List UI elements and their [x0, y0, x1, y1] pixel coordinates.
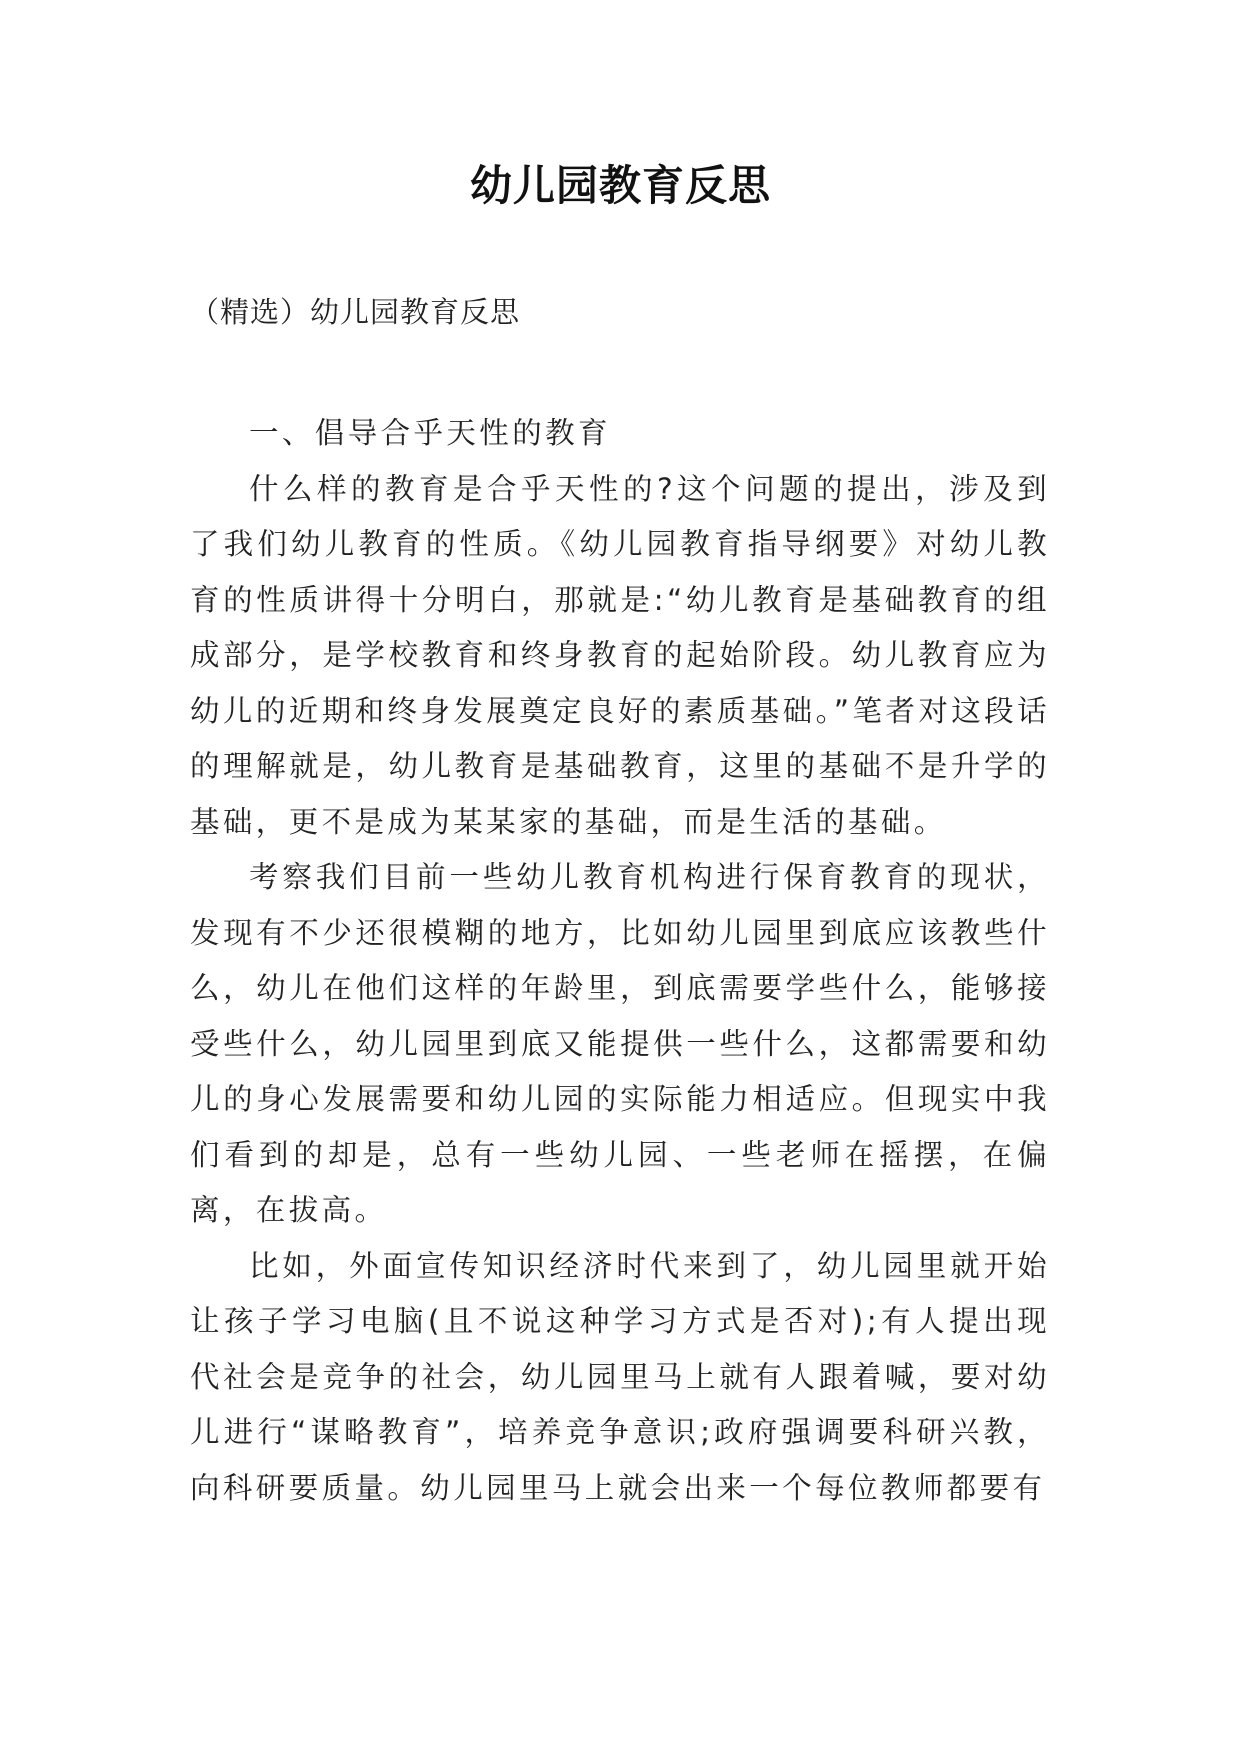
body-paragraph-2: 考察我们目前一些幼儿教育机构进行保育教育的现状，发现有不少还很模糊的地方，比如幼儿园里到底应该教些什么，幼儿在他们这样的年龄里，到底需要学些什么，能够接受些什么，幼儿园里到底又能提供一些什么，这都需要和幼儿的身心发展需要和幼儿园的实际能力相适应。但现实中我们看到的却是，总有一些幼儿园、一些老师在摇摆，在偏离，在拔高。	[190, 860, 1050, 1227]
body-paragraph-1: 什么样的教育是合乎天性的?这个问题的提出，涉及到了我们幼儿教育的性质。《幼儿园教育指导纲要》对幼儿教育的性质讲得十分明白，那就是:“幼儿教育是基础教育的组成部分，是学校教育和终身教育的起始阶段。幼儿教育应为幼儿的近期和终身发展奠定良好的素质基础。”笔者对这段话的理解就是，幼儿教育是基础教育，这里的基础不是升学的基础，更不是成为某某家的基础，而是生活的基础。	[190, 471, 1050, 839]
body-paragraph-3: 比如，外面宣传知识经济时代来到了，幼儿园里就开始让孩子学习电脑(且不说这种学习方式是否对);有人提出现代社会是竞争的社会，幼儿园里马上就有人跟着喊，要对幼儿进行“谋略教育”，培养竞争意识;政府强调要科研兴教，向科研要质量。幼儿园里马上就会出来一个每位教师都要有	[190, 1248, 1050, 1505]
document-subtitle: （精选）幼儿园教育反思	[190, 295, 521, 329]
section-heading: 一、倡导合乎天性的教育	[249, 416, 611, 450]
document-title: 幼儿园教育反思	[469, 161, 771, 210]
document-body	[190, 406, 1050, 1516]
